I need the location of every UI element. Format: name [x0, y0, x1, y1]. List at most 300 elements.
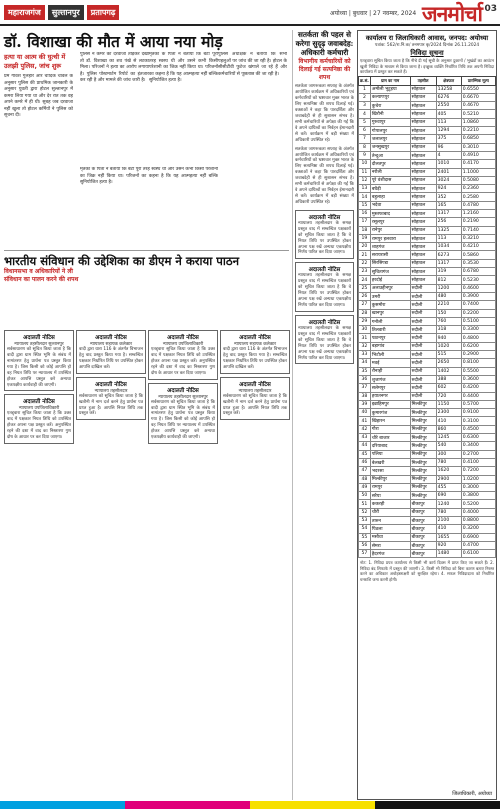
table-cell: 0.6100 — [461, 550, 495, 558]
notice-body: सर्वसाधारण को सूचित किया जाता है कि वादी द्वारा ग्राम स्थित भूमि के संबंध में नामांतरण हेतु प्रार्थना पत्र प्रस्तुत किया गया है। जिस किसी को कोई आपत्ति हो वह नियत तिथि पर न्यायालय में उपस्थित होकर आपत्ति प्रस्तुत करे अन्यथा एकपक्षीय कार्यवाही की जाएगी। — [151, 399, 215, 441]
table-row — [359, 483, 496, 491]
table-cell: मिल्कीपुर — [410, 458, 436, 466]
signature-block: जिलाधिकारी, अयोध्या — [452, 791, 492, 797]
legal-notice — [76, 377, 146, 421]
table-cell: 19 — [359, 234, 371, 242]
table-cell: अमौली भुटुइया — [370, 85, 410, 93]
table-cell: शाहगंज — [370, 243, 410, 251]
table-cell: रसूलपुर — [370, 218, 410, 226]
table-row — [359, 309, 496, 317]
table-cell: 7 — [359, 135, 371, 143]
tender-reference: पत्रांक: 562/रा.नि.क/ तनमपार कृ/2024 दिनांक 26.11.2024 — [374, 43, 480, 48]
table-cell: सोहावल — [410, 226, 436, 234]
table-cell: बघैड़ी — [370, 185, 410, 193]
table-cell: 113 — [436, 234, 461, 242]
legal-notice — [4, 330, 74, 391]
table-cell: मिल्कीपुर — [410, 467, 436, 475]
table-row — [359, 400, 496, 408]
notice-column-4 — [220, 330, 290, 800]
table-cell: रौनाही — [370, 367, 410, 375]
notice-body: एतद्द्वारा सूचित किया जाता है कि उक्त वाद में पक्षकार नियत तिथि को उपस्थित होकर अपना पक्ष प्रस्तुत करें। अनुपस्थित रहने की दशा में वाद का निस्तारण गुण दोष के आधार पर कर दिया जाएगा। — [151, 347, 215, 376]
table-cell: 29 — [359, 317, 371, 325]
table-cell: दरियाबाद — [370, 442, 410, 450]
table-cell: 860 — [436, 425, 461, 433]
table-cell: 0.4700 — [461, 541, 495, 549]
table-row — [359, 450, 496, 458]
lead-kicker: हत्या या आत्म की घुत्थी में उलझी पुलिस, जांच शुरू — [4, 53, 66, 70]
table-cell: 0.2900 — [461, 351, 495, 359]
table-cell: 30 — [359, 326, 371, 334]
table-cell: रुदौली — [410, 351, 436, 359]
table-cell: 57 — [359, 550, 371, 558]
notice-column-1 — [4, 330, 74, 800]
table-cell: 0.3530 — [461, 259, 495, 267]
table-cell: 1294 — [436, 127, 461, 135]
table-cell: 940 — [436, 334, 461, 342]
legal-notice — [220, 377, 290, 421]
table-cell: 410 — [436, 525, 461, 533]
table-cell: 1.1000 — [461, 168, 495, 176]
table-cell: 0.4500 — [461, 425, 495, 433]
table-row — [359, 268, 496, 276]
table-cell: मिल्कीपुर — [410, 400, 436, 408]
table-cell: कल्याणपुर — [370, 93, 410, 101]
table-cell: 1.0200 — [461, 475, 495, 483]
table-row — [359, 168, 496, 176]
table-cell: भिटौली — [370, 351, 410, 359]
page-number: 03 — [484, 4, 497, 14]
table-row — [359, 85, 496, 93]
table-cell: 1010 — [436, 160, 461, 168]
table-row — [359, 500, 496, 508]
tender-table-body — [359, 85, 496, 558]
table-cell: भदरसा — [370, 467, 410, 475]
table-row — [359, 118, 496, 126]
table-cell: रुदौली — [410, 384, 436, 392]
table-cell: हयातनगर — [370, 392, 410, 400]
table-cell: 0.4780 — [461, 201, 495, 209]
table-cell: चौरे बाजार — [370, 434, 410, 442]
table-cell: 300 — [436, 450, 461, 458]
table-cell: मिल्कीपुर — [410, 434, 436, 442]
table-cell: 2900 — [436, 475, 461, 483]
table-cell: 15 — [359, 201, 371, 209]
table-cell: मिल्कीपुर — [410, 450, 436, 458]
table-cell: 31 — [359, 334, 371, 342]
table-cell: 55 — [359, 533, 371, 541]
table-cell: 256 — [436, 218, 461, 226]
table-cell: सरायरासी — [370, 251, 410, 259]
table-cell: सोहावल — [410, 127, 436, 135]
table-cell: 405 — [436, 110, 461, 118]
table-row — [359, 442, 496, 450]
table-cell: 0.5500 — [461, 367, 495, 375]
color-registration-bar — [0, 801, 500, 809]
table-cell: पलिया — [370, 450, 410, 458]
table-cell: 0.7200 — [461, 467, 495, 475]
table-cell: 27 — [359, 301, 371, 309]
table-cell: सोहावल — [410, 234, 436, 242]
table-cell: 40 — [359, 409, 371, 417]
table-cell: 318 — [436, 326, 461, 334]
table-cell: सोहावल — [410, 118, 436, 126]
table-cell: 41 — [359, 417, 371, 425]
table-cell: खानपुर — [370, 309, 410, 317]
table-cell: शुजागंज — [370, 375, 410, 383]
notice-body: वादी द्वारा धारा 116 के अंतर्गत विभाजन हेतु वाद प्रस्तुत किया गया है। सम्बन्धित पक्षकार निर्धारित तिथि पर उपस्थित होकर आपत्ति दाखिल करें। — [223, 347, 287, 370]
notice-court: न्यायालय उपजिलाधिकारी — [18, 406, 60, 412]
notice-title: अदालती नोटिस — [23, 399, 55, 406]
table-cell: 24 — [359, 276, 371, 284]
table-row — [359, 110, 496, 118]
table-cell: सलेमपुर — [370, 384, 410, 392]
table-cell: 2210 — [436, 301, 461, 309]
table-cell: 455 — [436, 483, 461, 491]
table-cell: 352 — [436, 193, 461, 201]
table-cell: 46 — [359, 458, 371, 466]
table-row — [359, 425, 496, 433]
table-cell: 26 — [359, 292, 371, 300]
tender-office: कार्यालय रा जिलाधिकारी आवास, जनपद: अयोध्या — [365, 34, 489, 42]
table-row — [359, 301, 496, 309]
table-row — [359, 375, 496, 383]
notice-court: न्यायालय तहसीलदार सुल्तानपुर — [14, 342, 64, 347]
notice-title: अदालती नोटिस — [308, 319, 341, 326]
notice-court: न्यायालय सहायक कलेक्टर — [89, 342, 133, 347]
table-row — [359, 516, 496, 524]
table-cell: इब्राहिमपुर — [370, 400, 410, 408]
table-cell: 0.6780 — [461, 268, 495, 276]
table-cell: 12 — [359, 176, 371, 184]
tender-notice — [357, 30, 497, 800]
table-row — [359, 276, 496, 284]
table-cell: सोहावल — [410, 276, 436, 284]
table-cell: रुदौली — [410, 359, 436, 367]
table-cell: पिठला — [370, 525, 410, 533]
table-cell: 1655 — [436, 533, 461, 541]
table-cell: 1245 — [436, 434, 461, 442]
masthead — [0, 0, 500, 26]
table-cell: मिल्कीपुर — [410, 442, 436, 450]
table-cell: सोहावल — [410, 168, 436, 176]
notice-body: न्यायालय तहसीलदार के समक्ष प्रस्तुत वाद में सम्बन्धित पक्षकारों को सूचित किया जाता है कि वे नियत तिथि पर उपस्थित होकर अपना पक्ष रखें अन्यथा एकपक्षीय निर्णय पारित कर दिया जाएगा। — [298, 220, 351, 256]
table-row — [359, 292, 496, 300]
table-cell: 0.5200 — [461, 500, 495, 508]
table-cell: सोहावल — [410, 210, 436, 218]
table-cell: सोहावल — [410, 251, 436, 259]
notice-title: अदालती नोटिस — [167, 387, 199, 394]
table-cell: 1.2160 — [461, 210, 495, 218]
table-cell: 0.4670 — [461, 102, 495, 110]
notice-title: अदालती नोटिस — [95, 335, 127, 341]
table-cell: 37 — [359, 384, 371, 392]
table-cell: 150 — [436, 309, 461, 317]
table-cell: 8 — [359, 143, 371, 151]
table-cell: सोहावल — [410, 243, 436, 251]
table-cell: सोहावल — [410, 85, 436, 93]
table-cell: 25 — [359, 284, 371, 292]
table-cell: 2300 — [436, 409, 461, 417]
table-cell: 2650 — [436, 359, 461, 367]
table-cell: 812 — [436, 276, 461, 284]
table-cell: 1150 — [436, 400, 461, 408]
table-row — [359, 201, 496, 209]
table-cell: सेमरा — [370, 541, 410, 549]
table-cell: बीकापुर — [410, 516, 436, 524]
table-cell: बड़ागांव — [370, 342, 410, 350]
table-cell: 0.2580 — [461, 193, 495, 201]
table-cell: 1480 — [436, 550, 461, 558]
lead-column-1: प्रेम गांवेश गुलहार और चांदिक चावल के अनुसार पुलिस की प्राथमिक जानकारी के अनुसार युवती द्वारा होटल सुल्तानपुर में कमरा लिया गया था और देर रात तक वह अपने कमरे में ही थी। सुबह जब दरवाजा नहीं खुला तो होटल कर्मियों ने पुलिस को सूचना दी। — [4, 74, 73, 119]
table-cell: 0.6670 — [461, 93, 495, 101]
table-cell: बीकापुर — [410, 550, 436, 558]
table-row — [359, 367, 496, 375]
column-header: क्र.सं. — [359, 76, 371, 85]
second-headline: भारतीय संविधान की उद्देशिका का डीएम ने कराया पाठन — [4, 250, 289, 269]
table-cell: 43 — [359, 434, 371, 442]
table-row — [359, 525, 496, 533]
table-cell: मुस्तफाबाद — [370, 210, 410, 218]
legal-notice — [76, 330, 146, 374]
table-cell: 0.2190 — [461, 218, 495, 226]
table-cell: 780 — [436, 458, 461, 466]
table-cell: 1240 — [436, 500, 461, 508]
notice-court: न्यायालय तहसीलदार सुल्तानपुर — [158, 394, 208, 400]
table-cell: सिरसिण्डा — [370, 259, 410, 267]
table-row — [359, 467, 496, 475]
registration-magenta — [125, 801, 250, 809]
tender-table-header — [359, 76, 496, 85]
table-cell: 2401 — [436, 168, 461, 176]
table-cell: 0.6900 — [461, 533, 495, 541]
middle-body-continued: सतर्कता जागरूकता सप्ताह के अंतर्गत आयोजित कार्यक्रम में अधिकारियों एवं कर्मचारियों को भ्रष्टाचार मुक्त भारत के लिए सत्यनिष्ठा की शपथ दिलाई गई। वक्ताओं ने कहा कि पारदर्शिता और जवाबदेही से ही सुशासन संभव है। सभी कर्मचारियों से अपेक्षा की गई कि वे अपने दायित्वों का निर्वहन ईमानदारी से करें। कार्यक्रम में बड़ी संख्या में अधिकारी उपस्थित रहे। — [295, 146, 354, 205]
table-cell: 0.4170 — [461, 160, 495, 168]
table-cell: 720 — [436, 392, 461, 400]
middle-column — [292, 30, 354, 800]
table-cell: 56 — [359, 541, 371, 549]
table-cell: बेलखरी — [370, 458, 410, 466]
table-cell: 4 — [436, 151, 461, 159]
table-cell: हरदोई — [370, 276, 410, 284]
table-cell: 924 — [436, 185, 461, 193]
table-cell: 52 — [359, 508, 371, 516]
table-cell: 1034 — [436, 243, 461, 251]
table-cell: कुमारगंज — [370, 409, 410, 417]
table-cell: 780 — [436, 508, 461, 516]
table-cell: 0.8100 — [461, 359, 495, 367]
table-cell: 1 — [359, 85, 371, 93]
table-cell: रुदौली — [410, 375, 436, 383]
table-cell: 113 — [436, 118, 461, 126]
table-cell: 0.5080 — [461, 176, 495, 184]
table-cell: 0.6200 — [461, 342, 495, 350]
table-cell: 39 — [359, 400, 371, 408]
table-row — [359, 533, 496, 541]
table-cell: रुदौली — [410, 284, 436, 292]
table-cell: 0.2210 — [461, 127, 495, 135]
table-cell: 0.3200 — [461, 525, 495, 533]
table-cell: 0.4000 — [461, 508, 495, 516]
table-cell: दौलतपुर — [370, 160, 410, 168]
table-cell: सोहावल — [410, 151, 436, 159]
table-cell: 0.4600 — [461, 284, 495, 292]
table-cell: हैदरगंज — [370, 550, 410, 558]
table-cell: गुरुवापुर — [370, 118, 410, 126]
table-row — [359, 151, 496, 159]
table-cell: सरैया — [370, 492, 410, 500]
table-cell: 47 — [359, 467, 371, 475]
table-cell: मिल्कीपुर — [370, 475, 410, 483]
table-cell: बीकापुर — [410, 525, 436, 533]
notice-court: न्यायालय तहसीलदार — [238, 388, 272, 394]
table-row — [359, 93, 496, 101]
table-cell: खिहारन — [370, 417, 410, 425]
table-cell: सोहावल — [410, 259, 436, 267]
lead-headline: डॉ. विशाखा की मौत में आया नया मोड़ — [4, 32, 223, 51]
table-cell: बहुलाहा — [370, 193, 410, 201]
table-cell: 0.3210 — [461, 234, 495, 242]
table-cell: 49 — [359, 483, 371, 491]
table-cell: 38 — [359, 392, 371, 400]
table-cell: रुदौली — [410, 367, 436, 375]
table-row — [359, 193, 496, 201]
table-row — [359, 317, 496, 325]
legal-notice — [220, 330, 290, 374]
table-row — [359, 351, 496, 359]
table-cell: 51 — [359, 500, 371, 508]
table-cell: सोहावल — [410, 176, 436, 184]
table-cell: 42 — [359, 425, 371, 433]
table-cell: सोहावल — [410, 185, 436, 193]
table-row — [359, 409, 496, 417]
table-cell: रुदौली — [410, 292, 436, 300]
notice-title: अदालती नोटिस — [308, 267, 341, 274]
table-cell: 45 — [359, 450, 371, 458]
table-cell: 16 — [359, 210, 371, 218]
middle-headline: सतर्कता की पहल से करेगा सुदृढ़ जवाबदेह: अधिकारी कर्मचारी — [295, 30, 354, 57]
table-cell: मिल्कीपुर — [410, 483, 436, 491]
edition-tab-pratapgarh[interactable]: प्रतापगढ़ — [87, 5, 120, 20]
column-header: तहसील — [410, 76, 436, 85]
table-row — [359, 334, 496, 342]
table-cell: 0.2200 — [461, 309, 495, 317]
table-cell: बीकापुर — [410, 533, 436, 541]
table-cell: 0.3100 — [461, 417, 495, 425]
edition-tabs — [4, 5, 119, 20]
registration-yellow — [250, 801, 375, 809]
table-cell: 9 — [359, 151, 371, 159]
table-row — [359, 326, 496, 334]
table-cell: ककरही — [370, 500, 410, 508]
table-cell: 96 — [436, 143, 461, 151]
table-cell: जनसुखपुर — [370, 143, 410, 151]
table-cell: चौरी — [370, 508, 410, 516]
notice-body: सर्वसाधारण को सूचित किया जाता है कि खतौनी में नाम दर्ज करने हेतु प्रार्थना पत्र प्राप्त हुआ है। आपत्ति नियत तिथि तक प्रस्तुत करें। — [79, 393, 143, 417]
table-cell: 6273 — [436, 251, 461, 259]
table-row — [359, 434, 496, 442]
table-cell: 0.3400 — [461, 442, 495, 450]
table-row — [359, 176, 496, 184]
tender-intro: एतद्द्वारा सूचित किया जाता है कि नीचे दी गई सूची के अनुसार दुकानों / भूखंडों का आवंटन खुली निविदा के माध्यम से किया जाना है। इच्छुक व्यक्ति निर्धारित तिथि तक अपनी निविदा कार्यालय में प्रस्तुत कर सकते हैं। — [360, 58, 494, 75]
table-cell: सोहावल — [410, 135, 436, 143]
lead-column-3: मृतका के पिता ने बताया कि बेटी पूरी तरह स्वस्थ थी और उसने कभी किसी परेशानी का जिक्र नहीं किया था। परिजनों का कहना है कि यह आत्महत्या नहीं बल्कि सुनियोजित हत्या है। — [149, 52, 218, 84]
tender-title: निविदा सूचना — [410, 49, 444, 57]
table-row — [359, 284, 496, 292]
table-cell: 13 — [359, 185, 371, 193]
table-cell: मिल्कीपुर — [410, 409, 436, 417]
lead-column-2: पुलिस ने कमरे का दरवाजा तोड़कर देखा तो डॉ. विशाखा का शव पंखे से लटका मिला। परिजनों ने हत्या का आरोप लगाया है। पुलिस पोस्टमार्टम रिपोर्ट का इंतजार कर रही है और मामले की जांच जारी है। — [80, 52, 149, 84]
legal-notice — [295, 262, 354, 312]
table-cell: 0.4800 — [461, 334, 495, 342]
table-cell: 36 — [359, 375, 371, 383]
table-cell: 0.4100 — [461, 458, 495, 466]
table-row — [359, 160, 496, 168]
table-cell: 0.3600 — [461, 375, 495, 383]
middle-subhead: विभागीय कर्मचारियों को दिलाई गई सत्यनिष्ठा की शपथ — [298, 58, 351, 81]
table-cell: सुचितागंज — [370, 268, 410, 276]
table-cell: 0.2360 — [461, 185, 495, 193]
table-cell: 10 — [359, 160, 371, 168]
legal-notice — [148, 330, 218, 380]
table-cell: 0.6550 — [461, 85, 495, 93]
table-cell: तारुन — [370, 516, 410, 524]
table-cell: रुदौली — [410, 334, 436, 342]
table-cell: 0.3000 — [461, 483, 495, 491]
table-row — [359, 342, 496, 350]
table-cell: 0.5860 — [461, 251, 495, 259]
table-cell: गनौली — [370, 317, 410, 325]
table-cell: रुदौली — [410, 309, 436, 317]
table-row — [359, 226, 496, 234]
table-cell: उमरी — [370, 292, 410, 300]
lead-story-body — [4, 52, 289, 247]
table-cell: 0.9100 — [461, 409, 495, 417]
table-cell: 6 — [359, 127, 371, 135]
notice-column-2 — [76, 330, 146, 800]
table-cell: गौरा — [370, 425, 410, 433]
table-cell: मिल्कीपुर — [410, 475, 436, 483]
table-cell: 375 — [436, 135, 461, 143]
table-row — [359, 392, 496, 400]
table-row — [359, 384, 496, 392]
table-cell: रामपुर — [370, 483, 410, 491]
registration-cyan — [0, 801, 125, 809]
tender-table — [358, 76, 496, 559]
notice-title: अदालती नोटिस — [308, 214, 341, 221]
table-cell: 319 — [436, 268, 461, 276]
table-row — [359, 475, 496, 483]
issue-date: अयोध्या | बुधवार | 27 नवम्बर, 2024 — [330, 10, 417, 17]
edition-tab-maharajganj[interactable]: महाराजगंज — [4, 5, 45, 20]
notice-column-3 — [148, 330, 218, 800]
edition-tab-sultanpur[interactable]: सुल्तानपुर — [48, 5, 84, 20]
table-cell: 0.4910 — [461, 151, 495, 159]
notice-body: एतद्द्वारा सूचित किया जाता है कि उक्त वाद में पक्षकार नियत तिथि को उपस्थित होकर अपना पक्ष प्रस्तुत करें। अनुपस्थित रहने की दशा में वाद का निस्तारण गुण दोष के आधार पर कर दिया जाएगा। — [7, 411, 71, 441]
table-cell: 0.4400 — [461, 392, 495, 400]
table-cell: 48 — [359, 475, 371, 483]
column-header: ग्राम का नाम — [370, 76, 410, 85]
table-cell: 23 — [359, 268, 371, 276]
table-row — [359, 359, 496, 367]
table-cell: रुदौली — [410, 317, 436, 325]
lead-column-continued: मृतका के पिता ने बताया कि बेटी पूरी तरह स्वस्थ थी और उसने कभी किसी परेशानी का जिक्र नहीं किया था। परिजनों का कहना है कि यह आत्महत्या नहीं बल्कि सुनियोजित हत्या है। — [80, 167, 218, 186]
table-row — [359, 210, 496, 218]
middle-body: सतर्कता जागरूकता सप्ताह के अंतर्गत आयोजित कार्यक्रम में अधिकारियों एवं कर्मचारियों को भ्रष्टाचार मुक्त भारत के लिए सत्यनिष्ठा की शपथ दिलाई गई। वक्ताओं ने कहा कि पारदर्शिता और जवाबदेही से ही सुशासन संभव है। सभी कर्मचारियों से अपेक्षा की गई कि वे अपने दायित्वों का निर्वहन ईमानदारी से करें। कार्यक्रम में बड़ी संख्या में अधिकारी उपस्थित रहे। — [295, 84, 354, 143]
table-cell: बीकापुर — [410, 541, 436, 549]
table-cell: 33 — [359, 351, 371, 359]
table-cell: मिल्कीपुर — [410, 425, 436, 433]
table-row — [359, 541, 496, 549]
